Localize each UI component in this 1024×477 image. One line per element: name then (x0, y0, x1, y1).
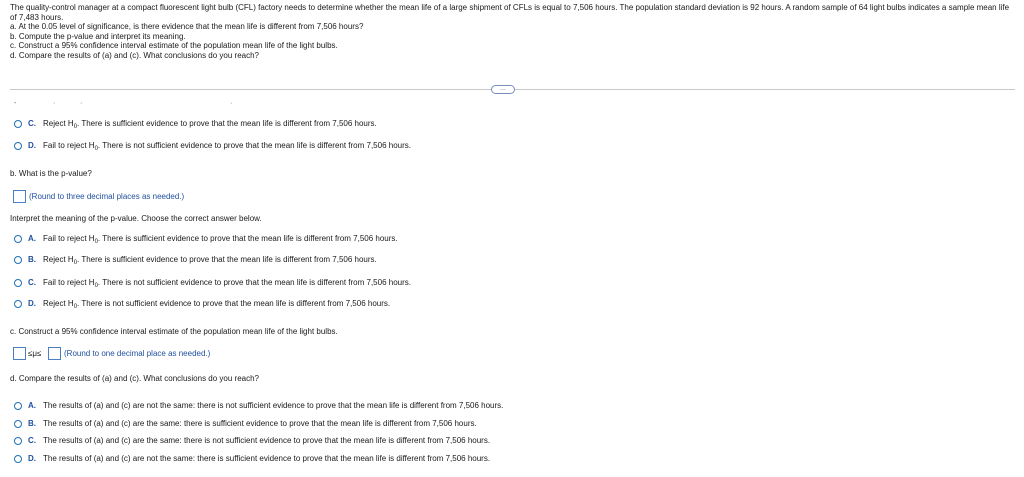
part-d-question: d. Compare the results of (a) and (c). What conclusions do you reach? (10, 374, 260, 383)
ci-upper-input[interactable] (48, 347, 61, 360)
clipped-option-marker: · (80, 100, 83, 107)
option-letter: A. (28, 234, 36, 243)
problem-text: The quality-control manager at a compact fluorescent light bulb (CFL) factory needs to determine whether the mean life of a large shipment of CFLs is equal to 7,506 hours. The population standard deviation is 92 hours. A random sample of 64 light bulbs indicates a sample mean life of 7,483 hours. (10, 3, 1010, 22)
option-letter: D. (28, 141, 36, 150)
option-prefix: Reject H (43, 255, 74, 264)
option-rest: . There is sufficient evidence to prove that the mean life is different from 7,506 hours. (97, 234, 398, 243)
option-letter: B. (28, 255, 36, 264)
radio-button[interactable] (14, 120, 22, 128)
subscript: 0 (94, 239, 98, 245)
subscript: 0 (73, 304, 78, 310)
radio-button[interactable] (14, 455, 22, 463)
option-rest: . There is sufficient evidence to prove that the mean life is different from 7,506 hours. (77, 119, 377, 128)
part-c-hint: (Round to one decimal place as needed.) (64, 349, 211, 358)
radio-button[interactable] (14, 402, 22, 410)
option-rest: . There is not sufficient evidence to prove that the mean life is different from 7,506 hours. (97, 141, 411, 150)
interpret-prompt: Interpret the meaning of the p-value. Choose the correct answer below. (10, 214, 262, 223)
part-c-question: c. Construct a 95% confidence interval estimate of the population mean life of the light bulbs. (10, 327, 338, 336)
clipped-option-marker: · (53, 100, 56, 107)
option-letter: C. (28, 119, 36, 128)
clipped-option-marker: · (230, 100, 233, 107)
option-prefix: Fail to reject H (43, 141, 95, 150)
radio-button[interactable] (14, 420, 22, 428)
option-text (43, 299, 390, 308)
option-rest: . There is not sufficient evidence to prove that the mean life is different from 7,506 hours. (97, 278, 411, 287)
option-text: The results of (a) and (c) are the same: there is not sufficient evidence to prove that the mean life is different from 7,506 hours. (43, 436, 491, 445)
option-rest: . There is sufficient evidence to prove that the mean life is different from 7,506 hours. (77, 255, 377, 264)
option-text: The results of (a) and (c) are not the same: there is sufficient evidence to prove that the mean life is different from 7,506 hours. (43, 454, 491, 463)
option-text (43, 119, 377, 128)
radio-button[interactable] (14, 235, 22, 243)
radio-button[interactable] (14, 437, 22, 445)
option-letter: D. (28, 299, 36, 308)
option-prefix: Fail to reject H (43, 278, 95, 287)
option-text (43, 234, 398, 243)
subscript: 0 (73, 124, 78, 130)
clipped-option-marker: - (14, 100, 17, 107)
option-letter: C. (28, 278, 36, 287)
option-text: The results of (a) and (c) are not the same: there is not sufficient evidence to prove that the mean life is different from 7,506 hours. (43, 401, 504, 410)
option-prefix: Reject H (43, 119, 74, 128)
problem-part-d: d. Compare the results of (a) and (c). What conclusions do you reach? (10, 50, 260, 60)
problem-statement (10, 3, 1015, 61)
option-text (43, 278, 411, 287)
option-rest: . There is not sufficient evidence to prove that the mean life is different from 7,506 hours. (77, 299, 391, 308)
p-value-input[interactable] (13, 190, 26, 203)
option-letter: D. (28, 454, 36, 463)
option-text (43, 141, 411, 150)
problem-part-c: c. Construct a 95% confidence interval estimate of the population mean life of the light bulbs. (10, 41, 338, 51)
subscript: 0 (94, 146, 98, 152)
radio-button[interactable] (14, 142, 22, 150)
radio-button[interactable] (14, 279, 22, 287)
option-prefix: Reject H (43, 299, 74, 308)
ci-mu-symbol: ≤μ≤ (28, 349, 42, 358)
option-letter: B. (28, 419, 36, 428)
problem-part-a: a. At the 0.05 level of significance, is there evidence that the mean life is different from 7,506 hours? (10, 22, 364, 32)
radio-button[interactable] (14, 256, 22, 264)
subscript: 0 (94, 283, 98, 289)
part-b-hint: (Round to three decimal places as needed.) (29, 192, 185, 201)
option-prefix: Fail to reject H (43, 234, 95, 243)
radio-button[interactable] (14, 300, 22, 308)
expand-more-button[interactable]: … (491, 85, 515, 94)
option-letter: A. (28, 401, 36, 410)
part-b-question: b. What is the p-value? (10, 169, 92, 178)
option-text: The results of (a) and (c) are the same: there is sufficient evidence to prove that the mean life is different from 7,506 hours. (43, 419, 477, 428)
problem-part-b: b. Compute the p-value and interpret its meaning. (10, 31, 186, 41)
ci-lower-input[interactable] (13, 347, 26, 360)
option-letter: C. (28, 436, 36, 445)
option-text (43, 255, 377, 264)
subscript: 0 (73, 260, 78, 266)
